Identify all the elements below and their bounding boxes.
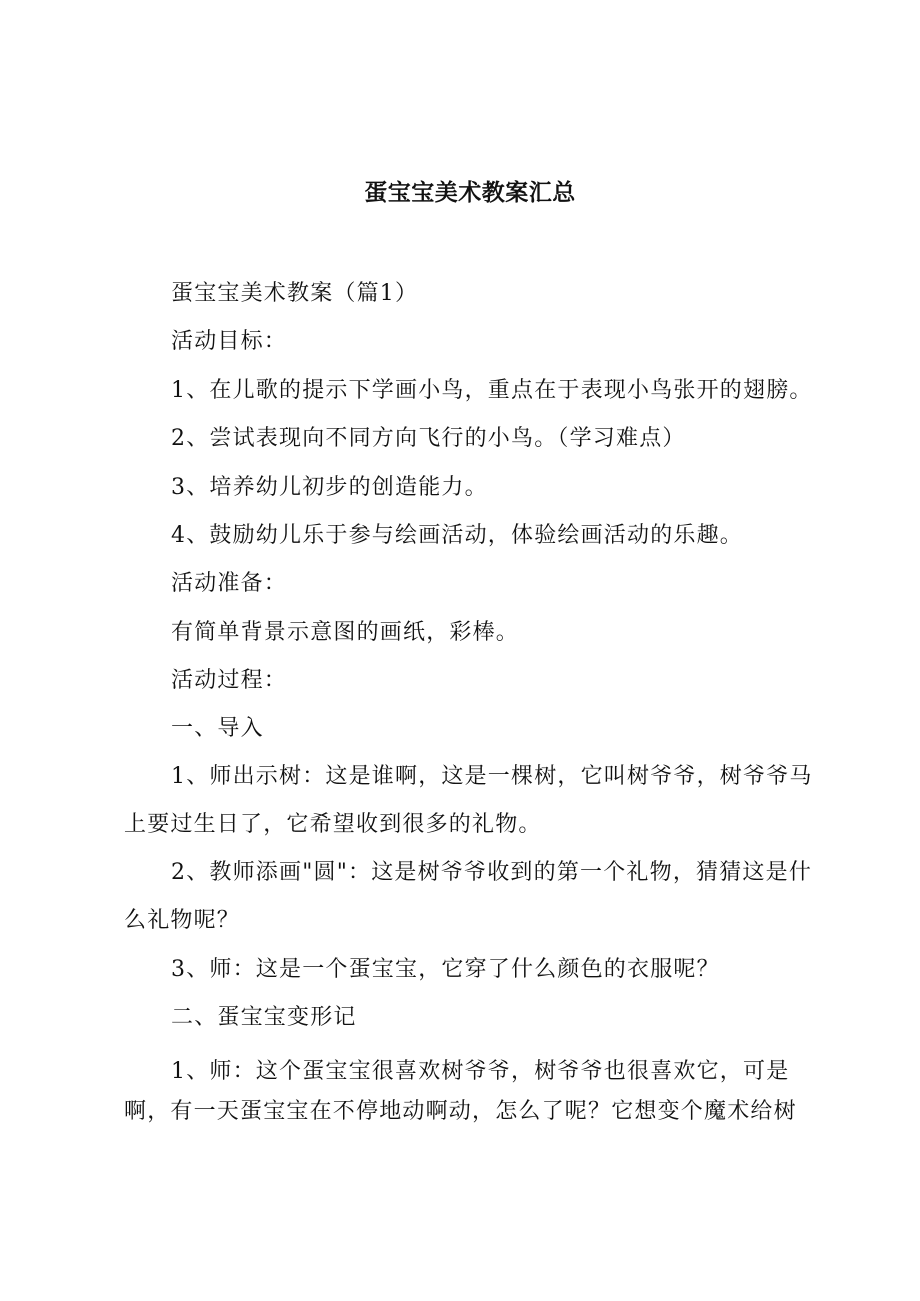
- paragraph-line: 活动目标：: [171, 329, 288, 354]
- paragraph-line: 3、师：这是一个蛋宝宝，它穿了什么颜色的衣服呢？: [171, 957, 720, 982]
- paragraph-line: 1、在儿歌的提示下学画小鸟，重点在于表现小鸟张开的翅膀。: [171, 378, 813, 403]
- paragraph-line: 3、培养幼儿初步的创造能力。: [171, 475, 488, 500]
- paragraph-line: 活动准备：: [171, 571, 288, 596]
- section-heading: 蛋宝宝美术教案（篇1）: [171, 281, 419, 306]
- paragraph-line: 4、鼓励幼儿乐于参与绘画活动，体验绘画活动的乐趣。: [171, 523, 743, 548]
- paragraph-line: 2、尝试表现向不同方向飞行的小鸟。（学习难点）: [171, 426, 686, 451]
- paragraph-line: 1、师出示树：这是谁啊，这是一棵树，它叫树爷爷，树爷爷马: [171, 764, 813, 789]
- document-title: 蛋宝宝美术教案汇总: [364, 180, 576, 206]
- paragraph-line: 二、蛋宝宝变形记: [171, 1005, 357, 1030]
- paragraph-line: 啊，有一天蛋宝宝在不停地动啊动，怎么了呢？它想变个魔术给树: [124, 1099, 797, 1124]
- paragraph-line: 活动过程：: [171, 668, 288, 693]
- paragraph-line: 2、教师添画"圆"：这是树爷爷收到的第一个礼物，猜猜这是什: [171, 860, 813, 885]
- paragraph-line: 上要过生日了，它希望收到很多的礼物。: [124, 812, 542, 837]
- paragraph-line: 1、师：这个蛋宝宝很喜欢树爷爷，树爷爷也很喜欢它，可是: [171, 1059, 790, 1084]
- paragraph-line: 么礼物呢？: [124, 908, 241, 933]
- paragraph-line: 一、导入: [171, 716, 264, 741]
- paragraph-line: 有简单背景示意图的画纸，彩棒。: [171, 620, 520, 645]
